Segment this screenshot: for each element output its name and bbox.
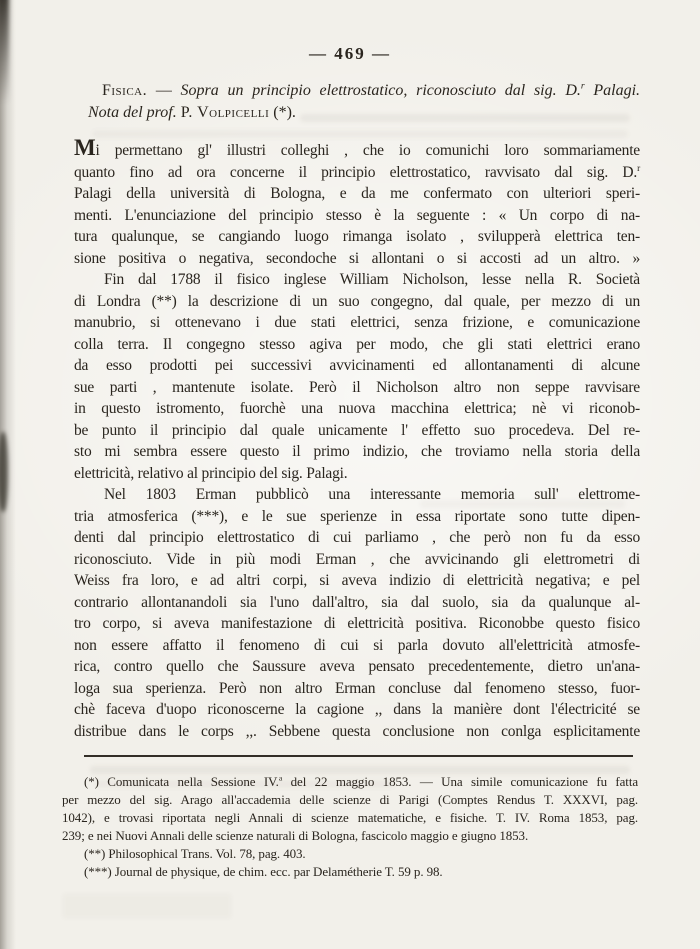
title-line-1: [74, 80, 640, 102]
author-name: P. Volpicelli: [180, 104, 270, 121]
page-number: — 469 —: [309, 44, 391, 63]
paragraph-2: [74, 269, 640, 484]
text-line-content: i permettano gl' illustri colleghi , che io comunichi loro sommariamente: [95, 142, 640, 159]
text-line: di Londra (**) la descrizione di un suo congegno, dal quale, per mezzo di un: [74, 292, 640, 310]
bleed-through-text: [90, 766, 630, 774]
text-line: riconosciuto. Vide in più modi Erman , che avvicinando gli elettrometri di: [74, 550, 640, 568]
title-main-end: Palagi.: [584, 82, 641, 99]
text-line: manubrio, si ottenevano i due stati elettrici, senza frizione, e comunicazione: [74, 314, 640, 331]
text-line: sue parti , mantenute isolate. Però il Nicholson altro non seppe ravvisare: [74, 378, 640, 396]
text-line: [74, 135, 640, 162]
title-main: Sopra un principio elettrostatico, riconosciuto dal sig. D.: [180, 82, 581, 99]
footnote-line: 239; e nei Nuovi Annali delle scienze naturali di Bologna, fascicolo maggio e giugno 1853.: [62, 828, 529, 843]
text-line: tro corpo, si aveva manifestazione di elettricità positiva. Riconobbe questo fisico: [74, 615, 640, 632]
superscript-a: a: [278, 773, 283, 783]
text-line: Nel 1803 Erman pubblicò una interessante memoria sull' elettrome-: [104, 486, 640, 503]
footnote-text: (*) Comunicata nella Sessione IV.: [84, 774, 279, 789]
footnote-line: (**) Philosophical Trans. Vol. 78, pag. 403.: [84, 846, 306, 861]
title-superscript: r: [580, 80, 585, 92]
text-line: da esso prodotti pei successivi avvicinamenti ed allontanamenti di alcune: [74, 357, 640, 374]
text-line: denti dal principio elettrostatico di cui parliamo , che però non fu da esso: [74, 529, 640, 546]
text-line: in questo istromento, fuorchè una nuova macchina elettrica; nè vi riconob-: [74, 400, 640, 417]
text-line: elettricità, relativo al principio del sig. Palagi.: [74, 464, 348, 482]
paragraph-1: [74, 135, 640, 269]
paper-stain: [62, 893, 232, 919]
footnote-line: (***) Journal de physique, de chim. ecc. par Delamétherie T. 59 p. 98.: [84, 864, 443, 879]
text-line-content: quanto fino ad ora concerne il principio elettrostatico, ravvisato dal sig. D.: [74, 163, 638, 181]
byline-prefix: Nota del prof.: [88, 104, 181, 121]
text-line: be punto il principio dal quale unicamente l' effetto suo procedeva. Del re-: [74, 421, 640, 439]
title-dash: —: [147, 82, 181, 99]
footnotes: [62, 773, 638, 881]
footnote-separator-rule: [84, 755, 633, 757]
text-line: Palagi della università di Bologna, e da me confermato con ulteriori speri-: [74, 185, 640, 202]
footnote-text: del 22 maggio 1853. — Una simile comunicazione fu fatta: [282, 774, 638, 789]
text-line: rica, contro quello che Saussure aveva pensato precedentemente, dietro un'ana-: [74, 658, 640, 675]
text-line: sione positiva o negativa, secondoche si allontani o si accosti ad un altro. »: [74, 249, 640, 267]
text-line: non essere affatto il fenomeno di cui si parla dovuto all'elettricità atmosfe-: [74, 636, 640, 654]
text-line: Fin dal 1788 il fisico inglese William Nicholson, lesse nella R. Società: [104, 271, 640, 288]
bleed-through-text: [420, 500, 625, 508]
text-line: loga sua sperienza. Però non altro Erman concluse dal fenomeno stesso, fuor-: [74, 679, 640, 697]
section-label: Fisica.: [102, 82, 148, 99]
text-line: contrario allontanandoli sia l'uno dall'altro, sia dal suolo, sia da qualunque al-: [74, 593, 640, 611]
scan-corner-shadow: [0, 0, 9, 104]
footnote-line: per mezzo del sig. Arago all'accademia delle scienze di Parigi (Comptes Rendus T. XXXVI, pag.: [62, 792, 638, 807]
bleed-through-text: [95, 780, 395, 788]
text-line: menti. L'enunciazione del principio stesso è la seguente : « Un corpo di na-: [74, 206, 640, 224]
text-line: chè faceva d'uopo riconoscerne la cagione ,, dans la manière dont l'électricité se: [74, 701, 640, 718]
text-line: colla terra. Il congegno stesso agiva per modo, che gli stati elettrici erano: [74, 335, 640, 353]
text-line: Weiss fra loro, e ad altri corpi, si aveva indizio di elettricità negativa; e pel: [74, 572, 640, 589]
binding-mark: [0, 432, 8, 512]
text-line: distribue dans le corps ,,. Sebbene questa conclusione non conlga esplicitamente: [74, 722, 640, 740]
text-line: tria atmosferica (***), e le sue sperienze in essa riportate sono tutte dipen-: [74, 507, 640, 525]
text-line: [74, 162, 640, 184]
drop-cap: M: [74, 135, 96, 160]
bleed-through-text: [92, 130, 628, 138]
article-body: [74, 135, 640, 742]
footnote-reference: (*).: [269, 104, 296, 121]
text-line: sto mi sembra essere questo il primo indizio, che troviamo nella storia della: [74, 443, 640, 460]
superscript-r: r: [637, 163, 640, 174]
footnote-line: 1042), e trovasi riportata negli Annali di scienze matematiche, e fisiche. T. IV. Roma 1853, pag.: [62, 810, 638, 825]
text-line: tura qualunque, se cangiando luogo rimanga isolato , svilupperà elettrica ten-: [74, 228, 640, 245]
paragraph-3: [74, 484, 640, 742]
bleed-through-text: [300, 114, 630, 122]
